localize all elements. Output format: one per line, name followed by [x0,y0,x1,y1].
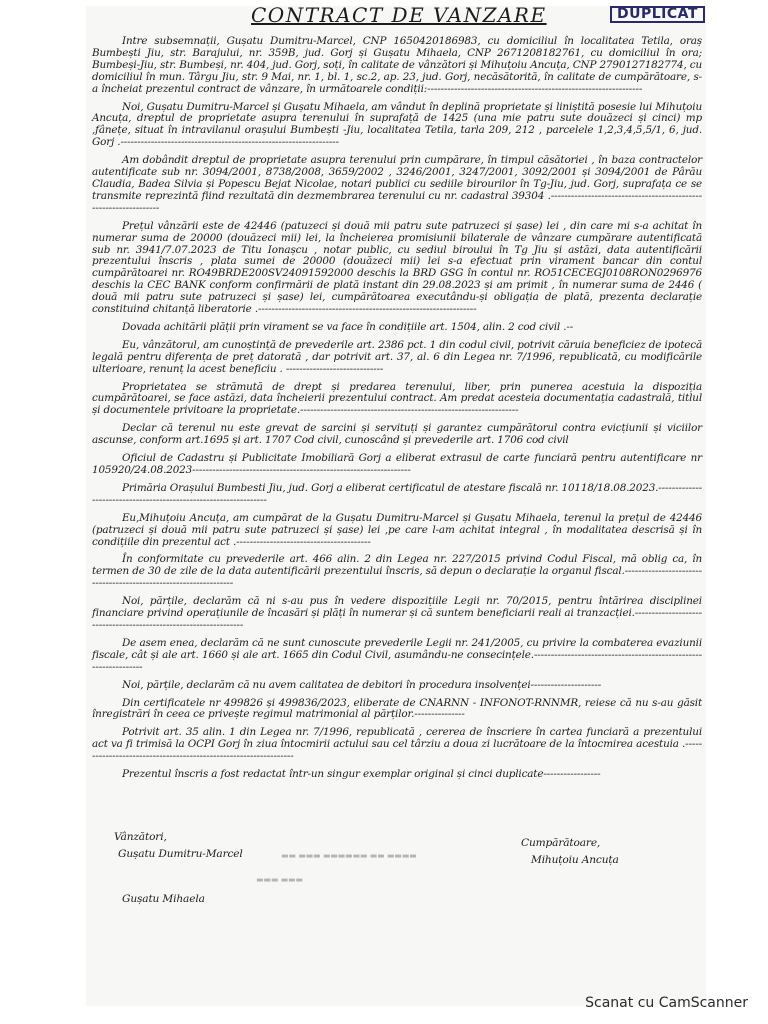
scanner-watermark: Scanat cu CamScanner [585,995,748,1011]
contract-paragraph: În conformitate cu prevederile art. 466 alin. 2 din Legea nr. 227/2015 privind Codul Fiscal, mă oblig ca, în termen de 30 de zile de la data autentificării prezentului înscris, să depun o declarație la organul fiscal.----------------------------------------------------------------- [92,553,702,590]
contract-paragraph: Prețul vânzării este de 42446 (patuzeci și două mii patru sute patruzeci și șase) lei , din care mi s-a achitat în numerar suma de 20000 (douăzeci mii) lei, la încheierea promisiunii bilaterale de vânzare cumpărare autentificată sub nr. 3941/7.07.2023 de Titu Ionașcu , notar public, cu sediul biroului în Tg Jiu și astăzi, data autentificării prezentului înscris , plata sumei de 20000 (douăzeci mii) lei s-a efectuat prin virament bancar din contul cumpărătoarei nr. RO49BRDE200SV24091592000 deschis la BRD GSG în contul nr. RO51CECEGJ0108RON0296976 deschis la CEC BANK conform confirmării de plată instant din 29.08.2023 și am primit , în numerar suma de 2446 ( două mii patru sute patruzeci și șase) lei, cumpărătoarea executându-și obligația de plată, prezenta declarație constituind chitanță liberatorie .----------------------------------------------------------------- [92,219,702,316]
contract-paragraph: Din certificatele nr 499826 și 499836/2023, eliberate de CNARNN - INFONOT-RNNMR, reiese că nu s-au găsit înregistrări în ceea ce privește regimul matrimonial al părților.--------------- [92,696,702,721]
contract-paragraph: Eu, vânzătorul, am cunoștință de prevederile art. 2386 pct. 1 din codul civil, potrivit căruia beneficiez de ipotecă legală pentru diferența de preț datorată , dar potrivit art. 37, al. 6 din Legea nr. 7/1996, republicată, cu modificările ulterioare, renunț la acest beneficiu . ----------------------------- [92,338,702,375]
contract-paragraph: Eu,Mihuțoiu Ancuța, am cumpărat de la Gușatu Dumitru-Marcel și Gușatu Mihaela, terenul la prețul de 42446 (patruzeci și două mii patru sute patruzeci și șase) lei ,pe care l-am achitat integral , în modalitatea descrisă și în condițiile din prezentul act .---------------------------------------- [92,511,702,548]
contract-paragraph: Noi, părțile, declarăm că nu avem calitatea de debitori în procedura insolvenței--------------------- [122,678,602,691]
contract-paragraph: Proprietatea se strămută de drept și predarea terenului, liber, prin punerea acestuia la dispoziția cumpărătoarei, se face astăzi, data încheierii prezentului contract. Am predat acesteia documentația cadastrală, titlul și documentele privitoare la proprietate.----------------------------------------------------------------- [92,380,702,417]
contract-body [92,36,702,787]
contract-paragraph: Noi, părțile, declarăm că ni s-au pus în vedere dispozițiile Legii nr. 70/2015, pentru întărirea disciplinei financiare privind operațiunile de încasări și plăți în numerar și că suntem beneficiarii reali ai tranzacției.----------------------------------------------------------------- [92,595,702,631]
contract-paragraph: Dovada achitării plății prin virament se va face în condițiile art. 1504, alin. 2 cod civil .-- [122,320,574,333]
duplicate-stamp: DUPLICAT [610,6,705,23]
contract-paragraph: Primăria Orașului Bumbesti Jiu, jud. Gorj a eliberat certificatul de atestare fiscală nr. 10118/18.08.2023.----------------------------------------------------------------- [92,481,702,506]
contract-paragraph: Intre subsemnații, Gușatu Dumitru-Marcel, CNP 1650420186983, cu domiciliul în localitatea Tetila, oraș Bumbești Jiu, str. Barajului, nr. 359B, jud. Gorj și Gușatu Mihaela, CNP 2671208182761, cu domiciliul în ora; Bumbeși-Jiu, str. Bumbeși, nr. 404, jud. Gorj, soți, în calitate de vânzători și Mihuțoiu Ancuța, CNP 2790127182774, cu domiciliul în mun. Târgu Jiu, str. 9 Mai, nr. 1, bl. 1, sc.2, ap. 23, jud. Gorj, necăsătorită, în calitate de cumpărătoare, s-a încheiat prezentul contract de vânzare, în următoarele condiții:---------------------------------------------------------------- [92,35,702,95]
contract-paragraph: Prezentul înscris a fost redactat într-un singur exemplar original și cinci duplicate----------------- [122,768,601,781]
bleed-through-text: ▬▬▬ ▬▬▬ [256,875,303,885]
contract-paragraph: De asem enea, declarăm că ne sunt cunoscute prevederile Legii nr. 241/2005, cu privire la combaterea evaziunii fiscale, cât și ale art. 1660 și ale art. 1665 din Codul Civil, asumându-ne consecințele.----------------------------------------------------------------- [92,636,702,673]
buyer-heading: Cumpărătoare, [521,837,601,849]
contract-page [86,3,706,1006]
seller-2-name: Gușatu Mihaela [122,893,205,905]
contract-paragraph: Am dobândit dreptul de proprietate asupra terenului prin cumpărare, în timpul căsătoriei , în baza contractelor autentificate sub nr. 3094/2001, 8738/2008, 3659/2002 , 3246/2001, 3247/2001, 3092/2001 și 3094/2001 de Pârău Claudia, Badea Silvia și Popescu Bejat Nicolae, notari publici cu sediile birourilor în Tg-Jiu, jud. Gorj, suprafața ce se transmite reprezintă fiind rezultată din dezmembrarea terenului cu nr. cadastral 39304 .----------------------------------------------------------------- [92,154,702,214]
document-title: CONTRACT DE VANZARE [251,3,547,27]
sellers-heading: Vânzători, [114,831,167,843]
seller-1-name: Gușatu Dumitru-Marcel [118,848,243,860]
buyer-1-name: Mihuțoiu Ancuța [531,854,619,866]
contract-paragraph: Oficiul de Cadastru și Publicitate Imobiliară Gorj a eliberat extrasul de carte funciară pentru autentificare nr 105920/24.08.2023----------------------------------------------------------------- [92,452,702,476]
bleed-through-text: ▬▬ ▬▬▬ ▬▬▬▬▬▬ ▬▬ ▬▬▬▬ [281,851,417,861]
contract-paragraph: Declar că terenul nu este grevat de sarcini și servituți și garantez cumpărătorul contra evicțiunii și viciilor ascunse, conform art.1695 și art. 1707 Cod civil, cunoscând și prevederile art. 1706 cod civil [92,422,702,447]
contract-paragraph: Noi, Gușatu Dumitru-Marcel și Gușatu Mihaela, am vândut în deplină proprietate și liniștită posesie lui Mihuțoiu Ancuța, dreptul de proprietate asupra terenului în suprafață de 1425 (una mie patru sute douăzeci și cinci) mp ,fânețe, situat în intravilanul orașului Bumbești -Jiu, localitatea Tetila, tarla 209, 212 , parcelele 1,2,3,4,5,5/1, 6, jud. Gorj .----------------------------------------------------------------- [92,100,702,149]
contract-paragraph: Potrivit art. 35 alin. 1 din Legea nr. 7/1996, republicată , cererea de înscriere în cartea funciară a prezentului act va fi trimisă la OCPI Gorj în ziua întocmirii actului sau cel târziu a doua zi lucrătoare de la întocmirea acestuia .----------------------------------------------------------------- [92,726,702,763]
